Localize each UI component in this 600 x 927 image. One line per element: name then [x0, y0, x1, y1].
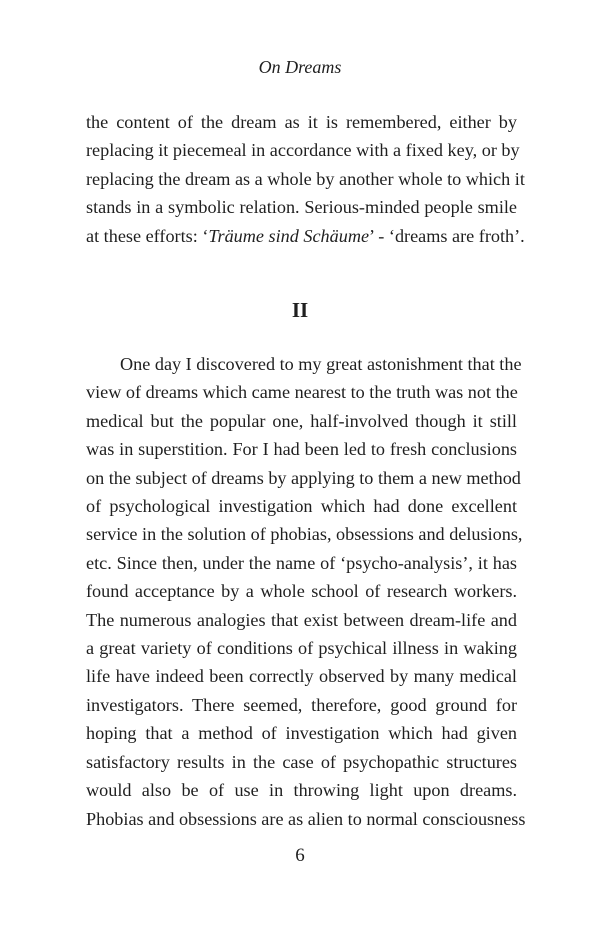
german-quote: Träume sind Schäume [208, 225, 370, 246]
text-line: would also be of use in throwing light upon dreams. [86, 780, 517, 801]
text-line: stands in a symbolic relation. Serious-minded people smile [86, 197, 517, 218]
text-fragment: ’ - ‘dreams are froth’. [369, 225, 525, 246]
text-line: satisfactory results in the case of psychopathic structures [86, 751, 517, 772]
section-heading: II [291, 298, 309, 322]
text-line: found acceptance by a whole school of research workers. [86, 581, 517, 602]
text-line: investigators. There seemed, therefore, good ground for [86, 694, 517, 715]
text-line: of psychological investigation which had done excellent [86, 496, 517, 517]
text-fragment: at these efforts: ‘ [86, 225, 209, 246]
running-head: On Dreams [258, 57, 342, 77]
paragraph-section-ii [86, 350, 526, 833]
text-line: The numerous analogies that exist between dream-life and [86, 609, 517, 630]
text-line: etc. Since then, under the name of ‘psycho-analysis’, it has [86, 552, 517, 573]
text-line: life have indeed been correctly observed by many medical [86, 666, 517, 687]
text-line: replacing it piecemeal in accordance with a fixed key, or by [86, 140, 520, 161]
text-line: service in the solution of phobias, obsessions and delusions, [86, 524, 523, 545]
text-line: on the subject of dreams by applying to them a new method [86, 467, 521, 488]
text-line: One day I discovered to my great astonishment that the [120, 354, 522, 374]
page-number: 6 [295, 845, 305, 866]
text-line: was in superstition. For I had been led to fresh conclusions [86, 439, 517, 460]
text-line: medical but the popular one, half-involved though it still [86, 410, 517, 431]
text-line: view of dreams which came nearest to the truth was not the [86, 382, 518, 403]
text-line: a great variety of conditions of psychical illness in waking [86, 638, 517, 659]
paragraph-continued [86, 108, 525, 250]
text-line: Phobias and obsessions are as alien to normal consciousness [86, 808, 526, 829]
text-line: hoping that a method of investigation which had given [86, 723, 517, 744]
text-line: the content of the dream as it is remembered, either by [86, 112, 517, 132]
text-line [86, 222, 525, 250]
text-line: replacing the dream as a whole by another whole to which it [86, 168, 525, 189]
